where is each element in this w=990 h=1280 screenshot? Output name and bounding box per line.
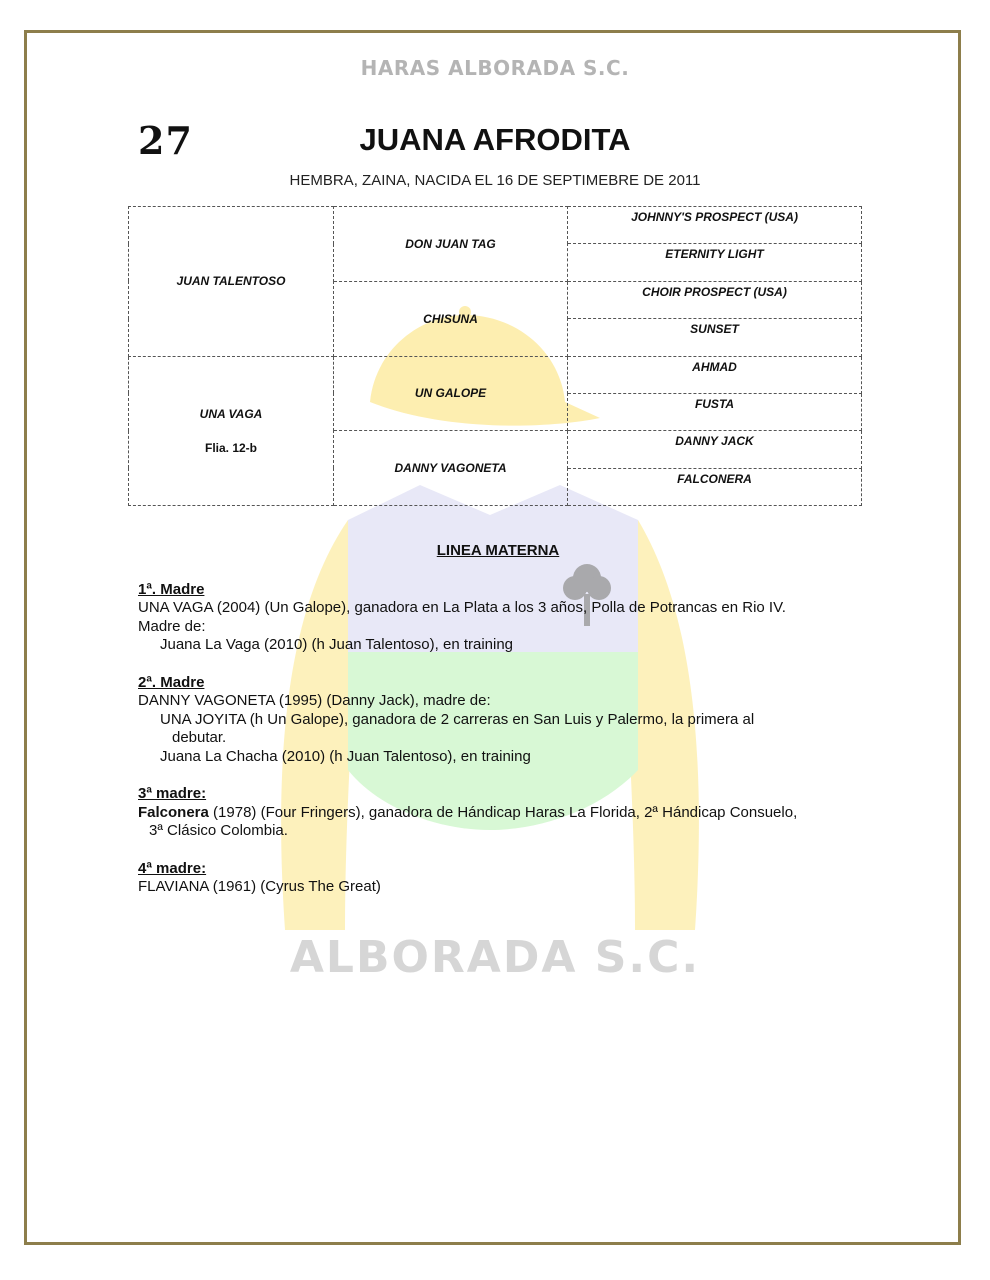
pedigree-gen3-cell: SUNSET: [568, 319, 862, 356]
first-dam-heading: 1ª. Madre: [138, 580, 205, 598]
pedigree-sire: JUAN TALENTOSO: [129, 207, 334, 357]
pedigree-gen3-cell: CHOIR PROSPECT (USA): [568, 281, 862, 318]
pedigree-gen3-cell: ETERNITY LIGHT: [568, 244, 862, 281]
fourth-dam-text: FLAVIANA (1961) (Cyrus The Great): [138, 878, 381, 896]
second-dam-produce-cont: debutar.: [172, 729, 227, 747]
horse-name: JUANA AFRODITA: [359, 122, 631, 157]
horse-description: HEMBRA, ZAINA, NACIDA EL 16 DE SEPTIMEBRE DE 2011: [289, 172, 701, 189]
second-dam-produce: UNA JOYITA (h Un Galope), ganadora de 2 carreras en San Luis y Palermo, la primera al: [160, 710, 755, 728]
pedigree-dam: UNA VAGA Flia. 12-b: [129, 356, 334, 506]
family-number: Flia. 12-b: [204, 440, 257, 455]
header-brand: HARAS ALBORADA S.C.: [360, 56, 630, 80]
pedigree-gen3-cell: DANNY JACK: [568, 431, 862, 468]
third-dam-name: Falconera: [138, 803, 209, 821]
pedigree-table: [128, 206, 862, 506]
lot-number: 27: [138, 118, 193, 163]
pedigree-gen3-cell: JOHNNY'S PROSPECT (USA): [568, 207, 862, 244]
maternal-line: [138, 542, 858, 897]
pedigree-gen3-cell: FALCONERA: [568, 468, 862, 505]
pedigree-gen3-cell: AHMAD: [568, 356, 862, 393]
second-dam-heading: 2ª. Madre: [138, 673, 205, 691]
watermark-brand: ALBORADA S.C.: [289, 932, 701, 983]
pedigree-gen3-cell: FUSTA: [568, 393, 862, 430]
pedigree-dam-dam: DANNY VAGONETA: [334, 431, 568, 506]
first-dam-text: UNA VAGA (2004) (Un Galope), ganadora en La Plata a los 3 años, Polla de Potrancas en Rio IV.: [138, 599, 786, 617]
fourth-dam-heading: 4ª madre:: [138, 859, 207, 877]
third-dam-text: Falconera (1978) (Four Fringers), ganadora de Hándicap Haras La Florida, 2ª Hándicap Consuelo,: [138, 803, 798, 821]
pedigree-sire-sire: DON JUAN TAG: [334, 207, 568, 282]
pedigree-dam-sire: UN GALOPE: [334, 356, 568, 431]
second-dam-text: DANNY VAGONETA (1995) (Danny Jack), madre de:: [138, 692, 491, 710]
pedigree-sire-dam: CHISUNA: [334, 281, 568, 356]
maternal-line-title: LINEA MATERNA: [436, 542, 560, 559]
third-dam-text-cont: 3ª Clásico Colombia.: [149, 822, 288, 840]
third-dam-heading: 3ª madre:: [138, 785, 207, 803]
first-dam-produce: Juana La Vaga (2010) (h Juan Talentoso), en training: [160, 636, 514, 654]
first-dam-text: Madre de:: [138, 617, 206, 635]
second-dam-produce: Juana La Chacha (2010) (h Juan Talentoso), en training: [160, 747, 531, 765]
